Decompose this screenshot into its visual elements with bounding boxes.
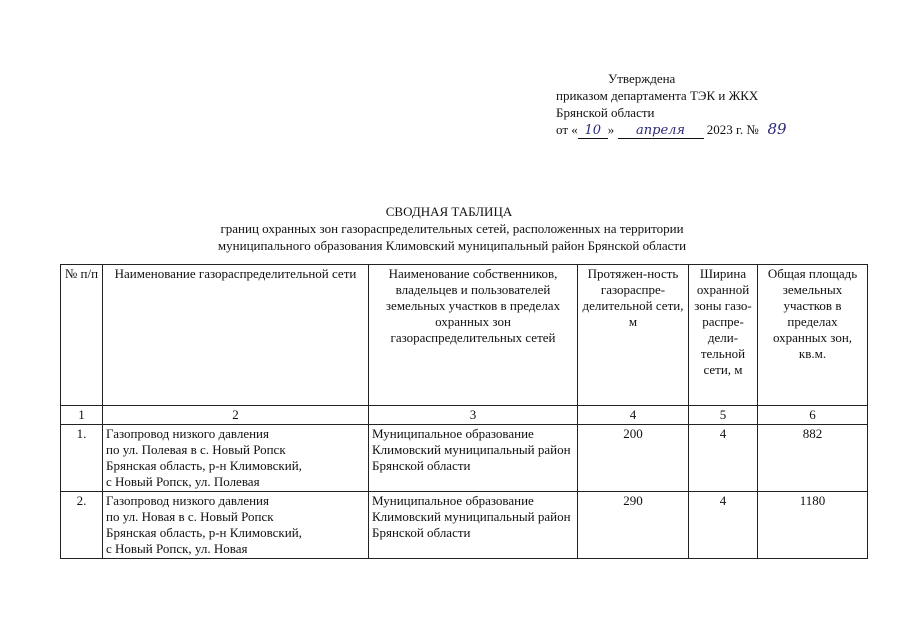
approval-line-region: Брянской области: [556, 105, 655, 120]
total-area-cell: 1180: [758, 492, 868, 559]
column-number: 1: [61, 406, 103, 425]
network-name-line: с Новый Ропск, ул. Полевая: [106, 474, 260, 489]
header-network-name: Наименование газораспределительной сети: [103, 265, 369, 406]
column-number: 2: [103, 406, 369, 425]
approval-line-order: приказом департамента ТЭК и ЖКХ: [556, 88, 759, 103]
table-row: [61, 492, 868, 559]
header-number: № п/п: [61, 265, 103, 406]
column-number: 6: [758, 406, 868, 425]
handwritten-order-number: 89: [767, 120, 787, 138]
zone-width-cell: 4: [689, 425, 758, 492]
date-prefix: от «: [556, 122, 578, 137]
date-year: 2023 г. №: [706, 122, 759, 137]
approval-date-line: [556, 121, 792, 139]
table-header-row: [61, 265, 868, 406]
header-owners: Наименование собственников, владельцев и пользователей земельных участков в пределах охранных зон газораспределительных сетей: [369, 265, 578, 406]
column-number: 3: [369, 406, 578, 425]
total-area-cell: 882: [758, 425, 868, 492]
column-number: 4: [578, 406, 689, 425]
row-number: 1.: [61, 425, 103, 492]
date-mid: »: [607, 122, 615, 137]
approval-block: [556, 70, 792, 139]
header-zone-width: Ширина охранной зоны газо-распре-дели-тельной сети, м: [689, 265, 758, 406]
length-cell: 200: [578, 425, 689, 492]
network-name-line: по ул. Полевая в с. Новый Ропск: [106, 442, 286, 457]
approval-title: Утверждена: [608, 71, 676, 86]
row-number: 2.: [61, 492, 103, 559]
summary-table: [60, 264, 868, 559]
header-total-area: Общая площадь земельных участков в пределах охранных зон, кв.м.: [758, 265, 868, 406]
document-heading: [0, 203, 904, 254]
document-subtitle-1: границ охранных зон газораспределительных сетей, расположенных на территории: [220, 221, 684, 236]
network-name-cell: [103, 425, 369, 492]
network-name-line: по ул. Новая в с. Новый Ропск: [106, 509, 274, 524]
network-name-line: Газопровод низкого давления: [106, 426, 269, 441]
network-name-line: Брянская область, р-н Климовский,: [106, 525, 302, 540]
header-length: Протяжен-ность газораспре-делительной сети, м: [578, 265, 689, 406]
document-title: СВОДНАЯ ТАБЛИЦА: [385, 204, 513, 219]
owner-cell: Муниципальное образование Климовский муниципальный район Брянской области: [369, 492, 578, 559]
network-name-line: Брянская область, р-н Климовский,: [106, 458, 302, 473]
table-row: [61, 425, 868, 492]
length-cell: 290: [578, 492, 689, 559]
network-name-line: с Новый Ропск, ул. Новая: [106, 541, 248, 556]
zone-width-cell: 4: [689, 492, 758, 559]
network-name-cell: [103, 492, 369, 559]
table-column-number-row: [61, 406, 868, 425]
network-name-line: Газопровод низкого давления: [106, 493, 269, 508]
document-subtitle-2: муниципального образования Климовский муниципальный район Брянской области: [217, 238, 687, 253]
handwritten-day: 10: [578, 124, 608, 139]
column-number: 5: [689, 406, 758, 425]
handwritten-month: апреля: [618, 124, 704, 139]
owner-cell: Муниципальное образование Климовский муниципальный район Брянской области: [369, 425, 578, 492]
